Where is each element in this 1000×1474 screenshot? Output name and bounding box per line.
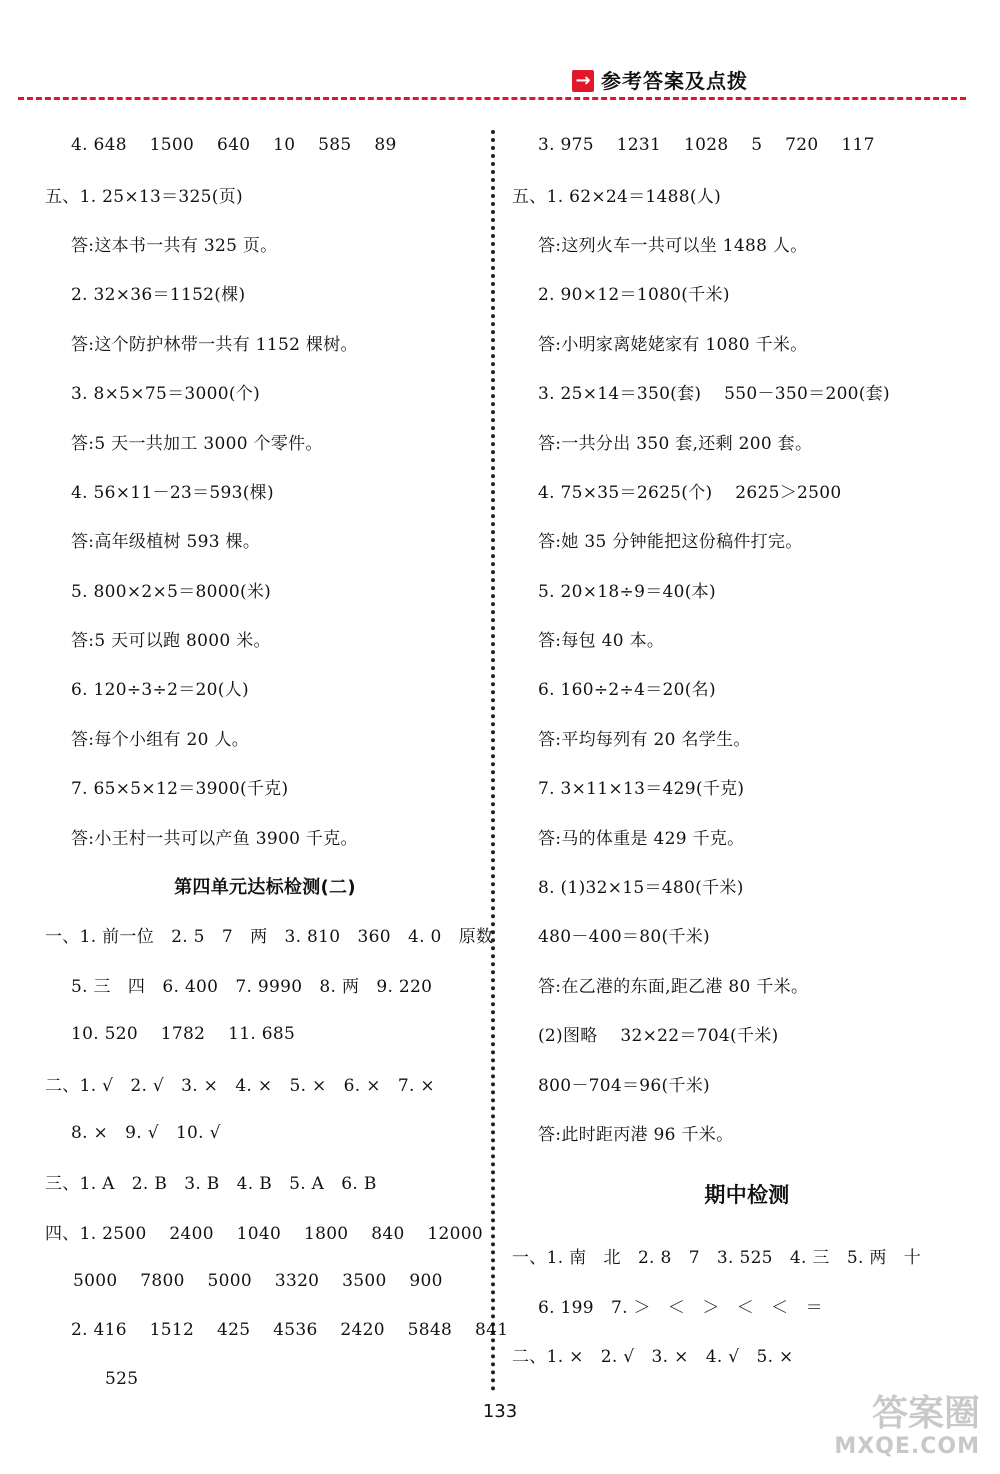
header-divider: [18, 97, 966, 100]
answer-line: 答:每个小组有 20 人。: [71, 729, 250, 750]
answer-line: 答:每包 40 本。: [538, 631, 665, 652]
answer-line: 二、1. √ 2. √ 3. × 4. × 5. × 6. × 7. ×: [45, 1075, 435, 1096]
answer-line: 答:这列火车一共可以坐 1488 人。: [538, 235, 808, 256]
answer-line: (2)图略 32×22＝704(千米): [538, 1026, 779, 1047]
answer-line: 7. 65×5×12＝3900(千克): [71, 779, 289, 800]
watermark-text: 答案圈: [871, 1393, 980, 1434]
answer-line: 8. × 9. √ 10. √: [71, 1122, 221, 1143]
answer-line: 5. 20×18÷9＝40(本): [538, 581, 716, 602]
answer-line: 答:这本书一共有 325 页。: [71, 235, 278, 256]
answer-line: 答:马的体重是 429 千克。: [538, 828, 745, 849]
answer-line: 6. 160÷2÷4＝20(名): [538, 680, 716, 701]
answer-line: 答:在乙港的东面,距乙港 80 千米。: [538, 976, 809, 997]
answer-line: 3. 975 1231 1028 5 720 117: [538, 134, 875, 155]
answer-line: 答:平均每列有 20 名学生。: [538, 729, 751, 750]
section-heading: 第四单元达标检测(二): [174, 876, 356, 898]
answer-line: 五、1. 62×24＝1488(人): [512, 186, 722, 207]
answer-line: 四、1. 2500 2400 1040 1800 840 12000: [45, 1223, 483, 1244]
watermark-logo: [820, 1394, 980, 1464]
answer-line: 5. 三 四 6. 400 7. 9990 8. 两 9. 220: [71, 976, 433, 997]
arrow-icon: →: [572, 70, 594, 92]
watermark-url: MXQE.COM: [834, 1434, 980, 1459]
page-header: [0, 60, 1000, 110]
answer-line: 7. 3×11×13＝429(千克): [538, 779, 745, 800]
answer-line: 4. 75×35＝2625(个) 2625＞2500: [538, 482, 842, 503]
answer-line: 10. 520 1782 11. 685: [71, 1023, 296, 1044]
answer-line: 2. 416 1512 425 4536 2420 5848 841: [71, 1320, 509, 1341]
answer-line: 800－704＝96(千米): [538, 1075, 710, 1096]
answer-line: 一、1. 南 北 2. 8 7 3. 525 4. 三 5. 两 十: [512, 1248, 922, 1269]
answer-line: 6. 199 7. ＞ ＜ ＞ ＜ ＜ ＝: [538, 1297, 823, 1318]
header-title: 参考答案及点拨: [601, 69, 748, 93]
section-heading: 期中检测: [704, 1183, 790, 1208]
answer-line: 2. 32×36＝1152(棵): [71, 285, 246, 306]
answer-line: 6. 120÷3÷2＝20(人): [71, 680, 249, 701]
answer-line: 答:这个防护林带一共有 1152 棵树。: [71, 334, 358, 355]
answer-line: 答:她 35 分钟能把这份稿件打完。: [538, 532, 803, 553]
answer-line: 答:小明家离姥姥家有 1080 千米。: [538, 334, 808, 355]
left-column: [45, 120, 509, 1404]
answer-line: 三、1. A 2. B 3. B 4. B 5. A 6. B: [45, 1174, 377, 1195]
right-column: [512, 120, 982, 1379]
answer-line: 8. (1)32×15＝480(千米): [538, 878, 744, 899]
answer-line: 525: [105, 1369, 139, 1390]
answer-line: 答:小王村一共可以产鱼 3900 千克。: [71, 828, 358, 849]
answer-line: 答:一共分出 350 套,还剩 200 套。: [538, 433, 813, 454]
answer-line: 答:5 天一共加工 3000 个零件。: [71, 433, 323, 454]
answer-line: 3. 25×14＝350(套) 550－350＝200(套): [538, 384, 890, 405]
answer-line: 4. 648 1500 640 10 585 89: [71, 134, 397, 155]
answer-line: 答:高年级植树 593 棵。: [71, 532, 261, 553]
answer-line: 4. 56×11－23＝593(棵): [71, 482, 274, 503]
answer-line: 2. 90×12＝1080(千米): [538, 285, 730, 306]
page-number: 133: [482, 1401, 518, 1422]
answer-line: 二、1. × 2. √ 3. × 4. √ 5. ×: [512, 1347, 794, 1368]
answer-line: 3. 8×5×75＝3000(个): [71, 384, 261, 405]
answer-line: 5. 800×2×5＝8000(米): [71, 581, 272, 602]
answer-line: 答:5 天可以跑 8000 米。: [71, 631, 271, 652]
column-divider: [491, 130, 495, 1392]
answer-line: 5000 7800 5000 3320 3500 900: [73, 1270, 443, 1291]
answer-line: 答:此时距丙港 96 千米。: [538, 1125, 734, 1145]
answer-line: 480－400＝80(千米): [538, 927, 710, 948]
answer-line: 一、1. 前一位 2. 5 7 两 3. 810 360 4. 0 原数: [45, 927, 494, 948]
answer-line: 五、1. 25×13＝325(页): [45, 186, 243, 207]
